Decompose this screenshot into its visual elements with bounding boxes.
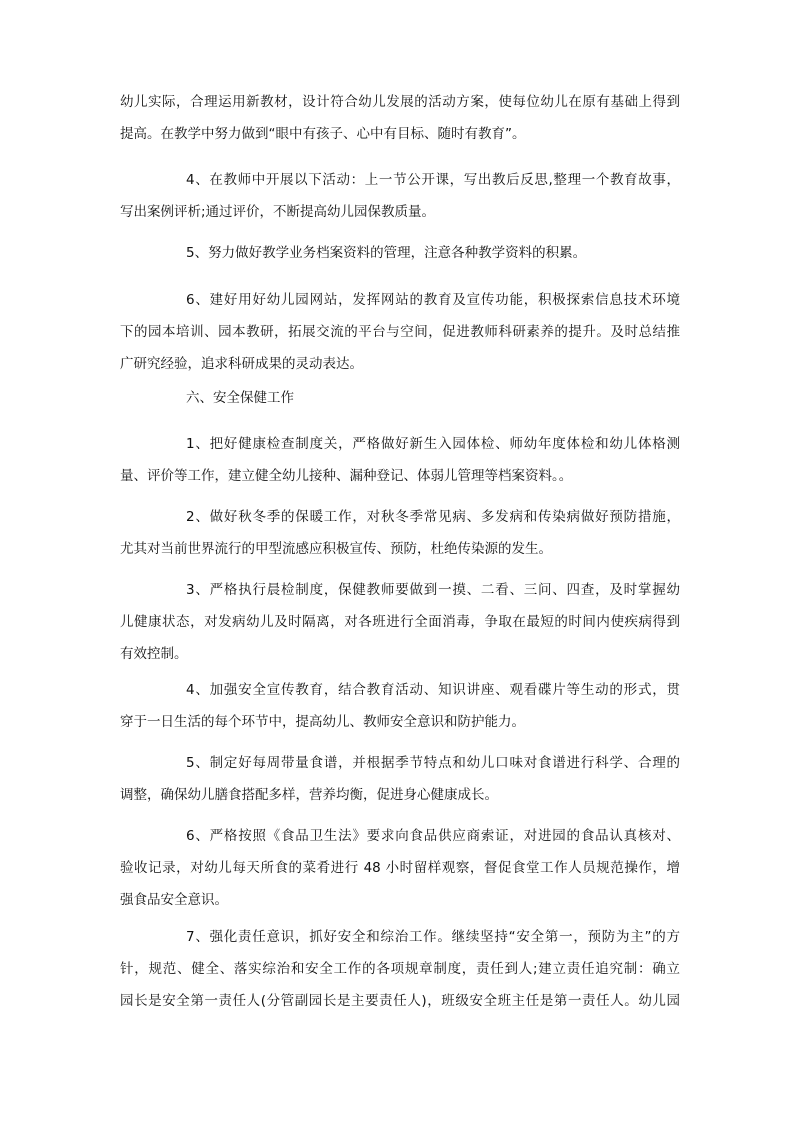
text-line: 4、加强安全宣传教育，结合教育活动、知识讲座、观看碟片等生动的形式，贯 xyxy=(186,682,680,698)
text-line: 6、严格按照《食品卫生法》要求向食品供应商索证，对进园的食品认真核对、 xyxy=(186,828,680,844)
paragraph-item-4-teaching xyxy=(120,170,680,222)
paragraph-curriculum xyxy=(120,92,680,144)
text-line: 尤其对当前世界流行的甲型流感应积极宣传、预防，杜绝传染源的发生。 xyxy=(120,541,552,557)
text-line: 儿健康状态，对发病幼儿及时隔离，对各班进行全面消毒，争取在最短的时间内使疾病得到 xyxy=(120,614,680,630)
paragraph-item-6-website xyxy=(120,290,680,374)
text-line: 穿于一日生活的每个环节中，提高幼儿、教师安全意识和防护能力。 xyxy=(120,714,525,730)
text-line: 有效控制。 xyxy=(120,646,188,662)
paragraph-safety-4-education xyxy=(120,680,680,732)
paragraph-safety-1-health-check xyxy=(120,434,680,486)
text-line: 2、做好秋冬季的保暖工作，对秋冬季常见病、多发病和传染病做好预防措施， xyxy=(186,509,680,525)
text-line: 广研究经验，追求科研成果的灵动表达。 xyxy=(120,356,363,372)
paragraph-safety-5-menu xyxy=(120,753,680,805)
paragraph-safety-3-morning-check xyxy=(120,580,680,664)
text-line: 调整，确保幼儿膳食搭配多样，营养均衡，促进身心健康成长。 xyxy=(120,787,498,803)
text-line: 1、把好健康检查制度关，严格做好新生入园体检、师幼年度体检和幼儿体格测 xyxy=(186,436,680,452)
text-line: 验收记录，对幼儿每天所食的菜肴进行 48 小时留样观察，督促食堂工作人员规范操作，增 xyxy=(120,860,680,876)
paragraph-safety-7-responsibility xyxy=(120,927,680,1011)
text-line: 幼儿实际，合理运用新教材，设计符合幼儿发展的活动方案，使每位幼儿在原有基础上得到 xyxy=(120,94,680,110)
paragraph-safety-2-winter xyxy=(120,507,680,559)
text-line: 5、制定好每周带量食谱，并根据季节特点和幼儿口味对食谱进行科学、合理的 xyxy=(186,755,680,771)
text-line: 5、努力做好教学业务档案资料的管理，注意各种教学资料的积累。 xyxy=(186,245,587,261)
text-line: 3、严格执行晨检制度，保健教师要做到一摸、二看、三问、四查，及时掌握幼 xyxy=(186,582,680,598)
text-line: 提高。在教学中努力做到“眼中有孩子、心中有目标、随时有教育”。 xyxy=(120,126,526,142)
text-line: 写出案例评析;通过评价，不断提高幼儿园保教质量。 xyxy=(120,204,436,220)
text-line: 量、评价等工作，建立健全幼儿接种、漏种登记、体弱儿管理等档案资料。。 xyxy=(120,468,573,484)
text-line: 强食品安全意识。 xyxy=(120,892,228,908)
text-line: 7、强化责任意识，抓好安全和综治工作。继续坚持“安全第一，预防为主”的方 xyxy=(186,929,680,945)
text-line: 6、建好用好幼儿园网站，发挥网站的教育及宣传功能，积极探索信息技术环境 xyxy=(186,292,680,308)
text-line: 针，规范、健全、落实综治和安全工作的各项规章制度，责任到人;建立责任追究制：确立 xyxy=(120,961,680,977)
text-line: 园长是安全第一责任人(分管副园长是主要责任人)，班级安全班主任是第一责任人。幼儿园 xyxy=(120,993,680,1009)
paragraph-item-5-archives xyxy=(120,243,680,263)
text-line: 下的园本培训、园本教研，拓展交流的平台与空间，促进教师科研素养的提升。及时总结推 xyxy=(120,324,680,340)
paragraph-safety-6-food-hygiene xyxy=(120,826,680,910)
text-line: 4、在教师中开展以下活动：上一节公开课，写出教后反思,整理一个教育故事， xyxy=(186,172,680,188)
section-heading-safety: 六、安全保健工作 xyxy=(186,390,294,406)
